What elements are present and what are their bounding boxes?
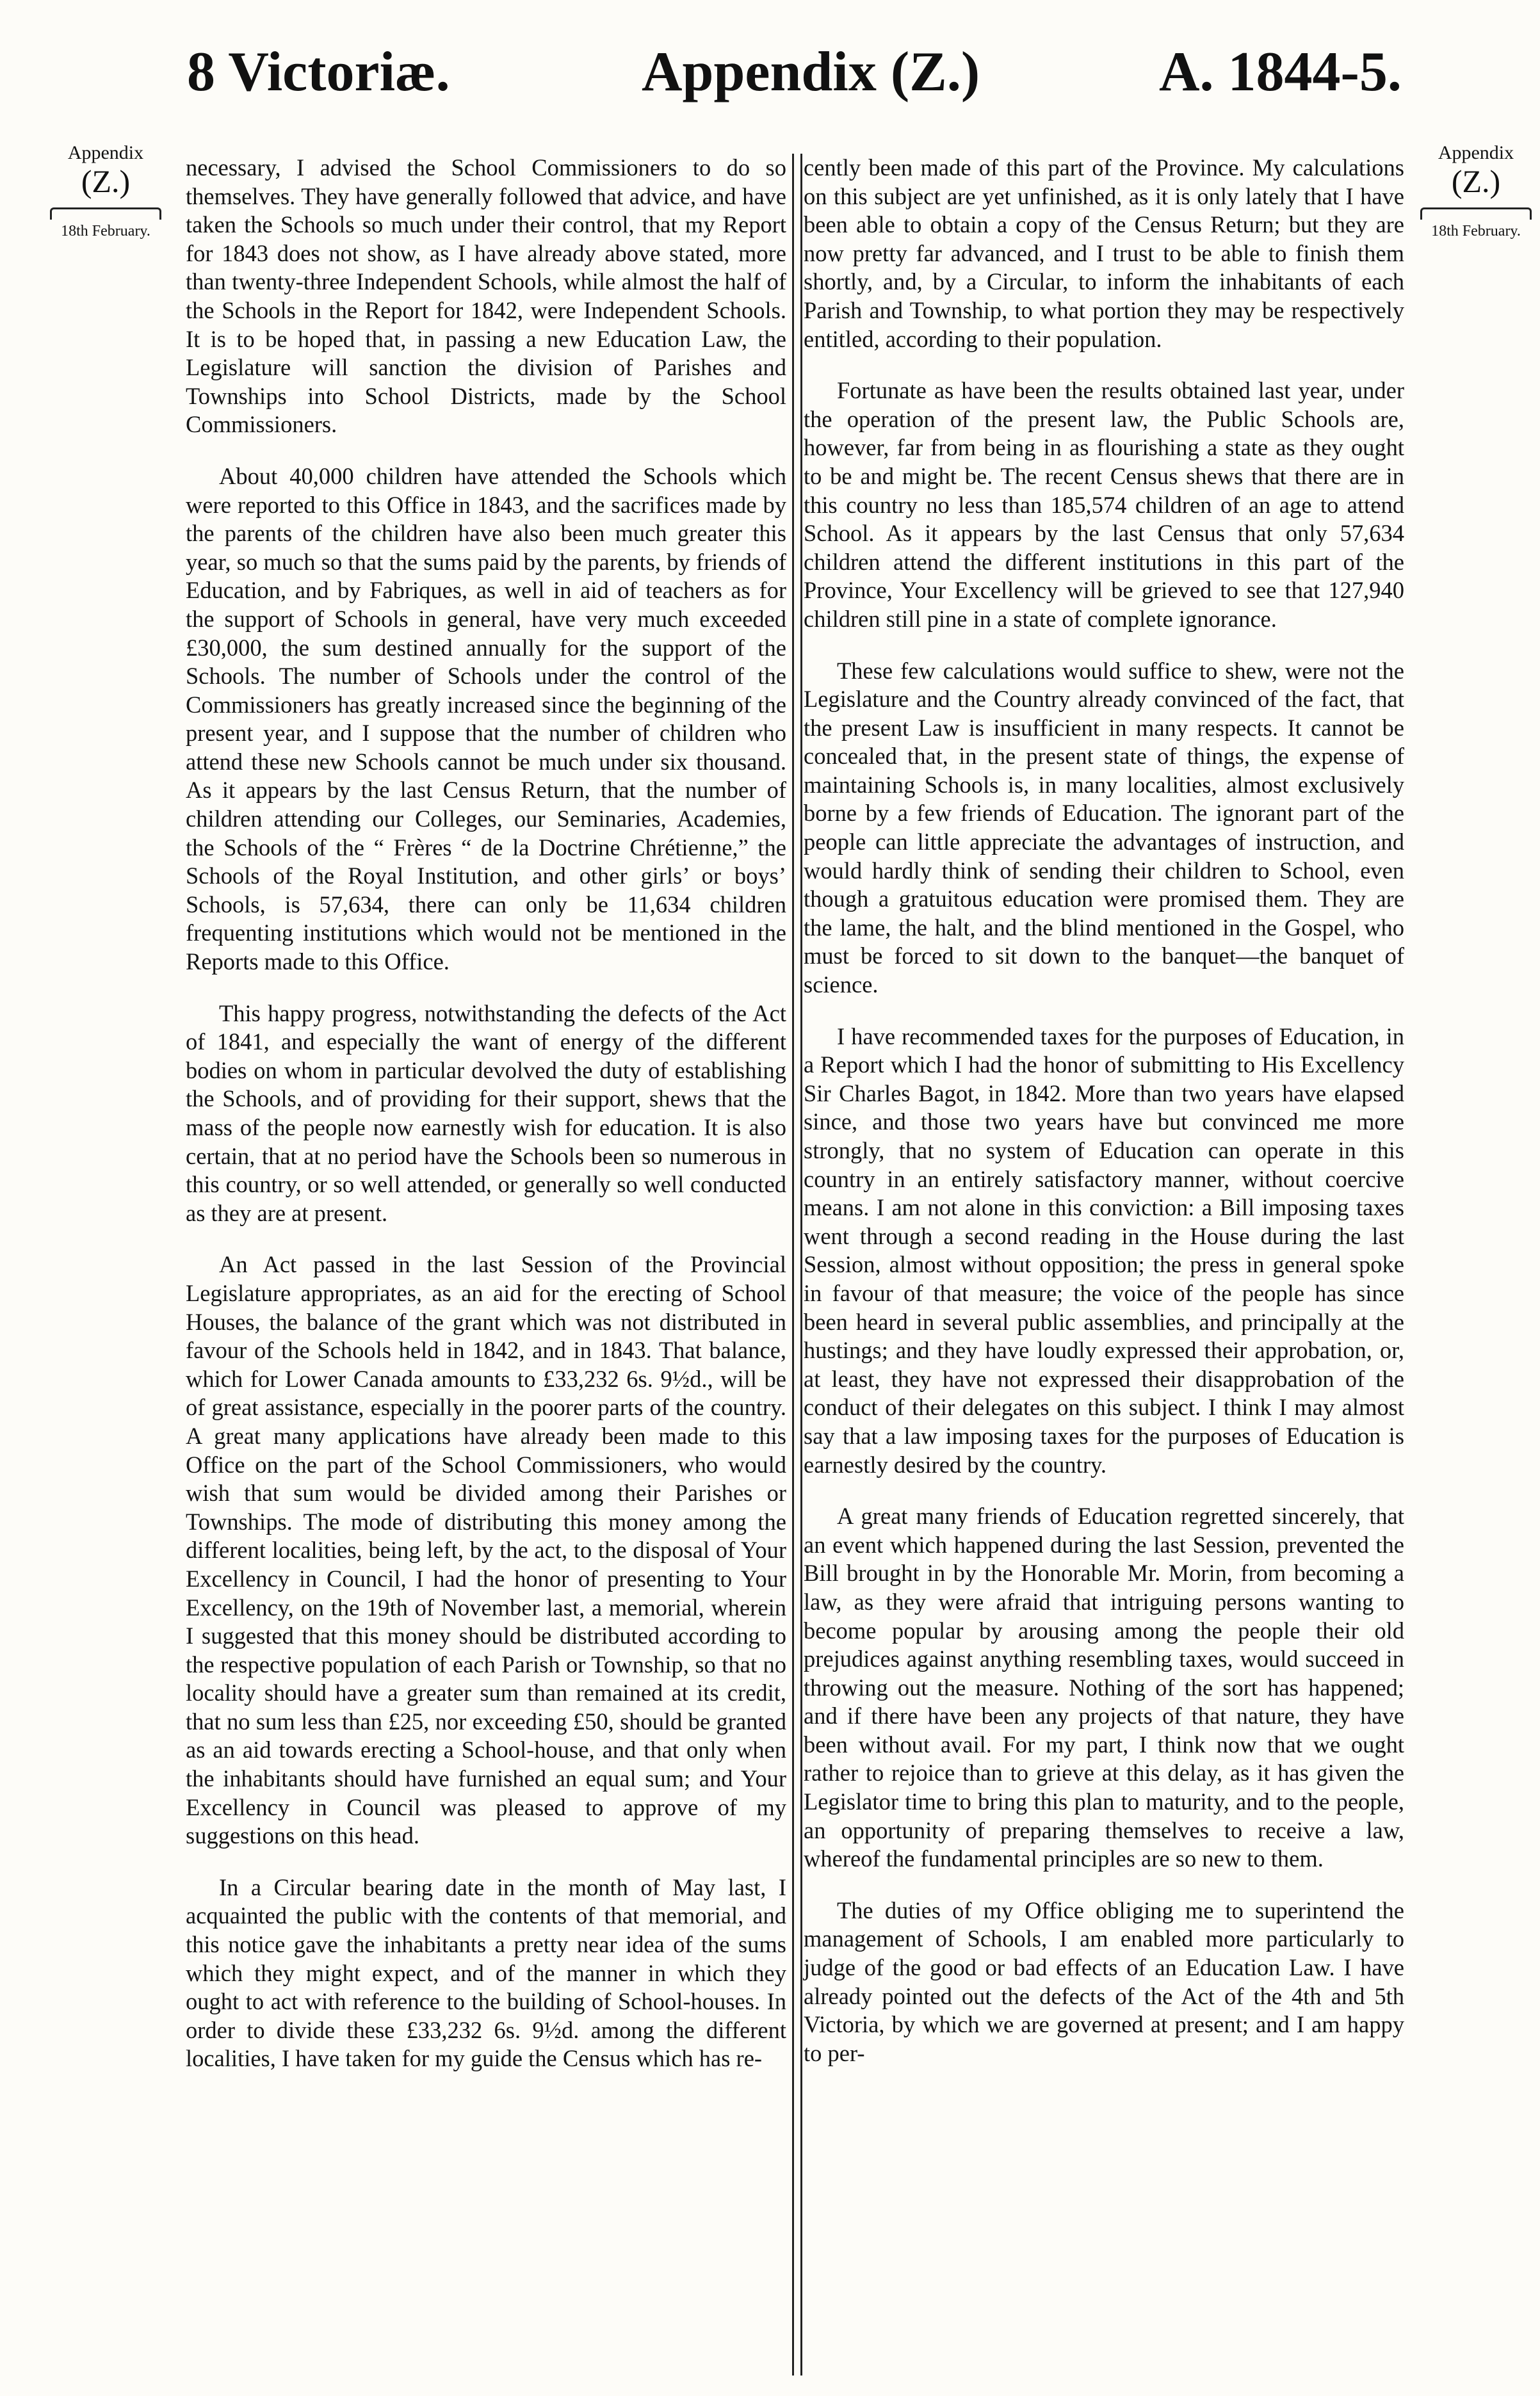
margin-note-date: 18th February. bbox=[1431, 223, 1521, 239]
header-session: 8 Victoriæ. bbox=[187, 41, 450, 103]
left-column bbox=[186, 154, 786, 2096]
paragraph: About 40,000 children have attended the Schools which were reported to this Office in 1843, and the sacrifices made by the parents of the children have also been much greater this year, so much so that the sums paid by the parents, by friends of Education, and by Fabriques, as well in aid of teachers as for the support of Schools in general, have very much exceeded £30,000, the sum destined annually for the support of the Schools. The number of Schools under the control of the Commissioners has greatly increased since the beginning of the present year, and I suppose that the number of children who attend these new Schools cannot be much under six thousand. As it appears by the last Census Return, that the number of children attending our Colleges, our Seminaries, Academies, the Schools of the “ Frères “ de la Doctrine Chrétienne,” the Schools of the Royal Institution, and other girls’ or boys’ Schools, is 57,634, there can only be 11,634 children frequenting institutions which would not be mentioned in the Reports made to this Office. bbox=[186, 462, 786, 975]
header-year: A. 1844-5. bbox=[1159, 41, 1402, 103]
header-appendix: Appendix (Z.) bbox=[642, 41, 980, 103]
right-column bbox=[804, 154, 1404, 2091]
paragraph: In a Circular bearing date in the month of May last, I acquainted the public with the contents of that memorial, and this notice gave the inhabitants a pretty near idea of the sums which they might expect, and of the manner in which they ought to act with reference to the building of School-houses. In order to divide these £33,232 6s. 9½d. among the different localities, I have taken for my guide the Census which has re- bbox=[186, 1874, 786, 2072]
paragraph: An Act passed in the last Session of the Provincial Legislature appropriates, as an aid for the erecting of School Houses, the balance of the grant which was not distributed in favour of the Schools held in 1842, and in 1843. That balance, which for Lower Canada amounts to £33,232 6s. 9½d., will be of great assistance, especially in the poorer parts of the country. A great many applications have already been made to this Office on the part of the School Commissioners, who would wish that sum would be divided among their Parishes or Townships. The mode of distributing this money among the different localities, being left, by the act, to the disposal of Your Excellency in Council, I had the honor of presenting to Your Excellency, on the 19th of November last, a memorial, wherein I suggested that this money should be distributed according to the respective population of each Parish or Township, so that no locality should have a greater sum than remained at its credit, that no sum less than £25, nor exceeding £50, should be granted as an aid towards erecting a School-house, and that only when the inhabitants should have furnished an equal sum; and Your Excellency in Council was pleased to approve of my suggestions on this head. bbox=[186, 1251, 786, 1849]
margin-note-letter: (Z.) bbox=[1451, 163, 1501, 199]
margin-note-label: Appendix bbox=[67, 142, 144, 163]
paragraph: These few calculations would suffice to shew, were not the Legislature and the Country already convinced of the fact, that the present Law is insufficient in many respects. It cannot be concealed that, in the present state of things, the expense of maintaining Schools is, in many localities, almost exclusively borne by a few friends of Education. The ignorant part of the people can little appreciate the advantages of instruction, and would hardly think of sending their children to School, even though a gratuitous education were promised them. They are the lame, the halt, and the blind mentioned in the Gospel, who must be forced to sit down to the banquet—the banquet of science. bbox=[804, 657, 1404, 998]
paragraph: cently been made of this part of the Province. My calculations on this subject are yet unfinished, as it is only lately that I have been able to obtain a copy of the Census Return; but they are now pretty far advanced, and I trust to be able to finish them shortly, and, by a Circular, to inform the inhabitants of each Parish and Township, to what portion they may be respectively entitled, according to their population. bbox=[804, 154, 1404, 352]
paragraph: This happy progress, notwithstanding the defects of the Act of 1841, and especially the want of energy of the different bodies on whom in particular devolved the duty of establishing the Schools, and of providing for their support, shews that the mass of the people now earnestly wish for education. It is also certain, that at no period have the Schools been so numerous in this country, or so well attended, or generally so well conducted as they are at present. bbox=[186, 1000, 786, 1226]
margin-note-left bbox=[45, 142, 166, 242]
paragraph: The duties of my Office obliging me to superintend the management of Schools, I am enabled more particularly to judge of the good or bad effects of an Education Law. I have already pointed out the defects of the Act of the 4th and 5th Victoria, by which we are governed at present; and I am happy to per- bbox=[804, 1897, 1404, 2066]
margin-brace bbox=[45, 198, 166, 220]
column-divider bbox=[792, 154, 802, 2376]
margin-note-date: 18th February. bbox=[61, 223, 150, 239]
margin-note-right bbox=[1415, 142, 1537, 242]
margin-note-letter: (Z.) bbox=[81, 163, 131, 199]
paragraph: Fortunate as have been the results obtained last year, under the operation of the present law, the Public Schools are, however, far from being in as flourishing a state as they ought to be and might be. The recent Census shews that there are in this country no less than 185,574 children of an age to attend School. As it appears by the last Census that only 57,634 children attend the different institutions in this part of the Province, Your Excellency will be grieved to see that 127,940 children still pine in a state of complete ignorance. bbox=[804, 377, 1404, 632]
margin-brace bbox=[1415, 198, 1537, 220]
paragraph: necessary, I advised the School Commissioners to do so themselves. They have generally followed that advice, and have taken the Schools so much under their control, that my Report for 1843 does not show, as I have already above stated, more than twenty-three Independent Schools, while almost the half of the Schools in the Report for 1842, were Independent Schools. It is to be hoped that, in passing a new Education Law, the Legislature will sanction the division of Parishes and Townships into School Districts, made by the School Commissioners. bbox=[186, 154, 786, 438]
page-header bbox=[0, 37, 1540, 108]
margin-note-label: Appendix bbox=[1438, 142, 1514, 163]
paragraph: I have recommended taxes for the purposes of Education, in a Report which I had the honor of submitting to His Excellency Sir Charles Bagot, in 1842. More than two years have elapsed since, and those two years have but convinced me more strongly, that no system of Education can operate in this country in an entirely satisfactory manner, without coercive means. I am not alone in this conviction: a Bill imposing taxes went through a second reading in the House during the last Session, almost without opposition; the press in general spoke in favour of that measure; the voice of the people has since been heard in several public assemblies, and principally at the hustings; and they have loudly expressed their approbation, or, at least, they have not expressed their disapprobation of the conduct of their delegates on this subject. I think I may almost say that a law imposing taxes for the purposes of Education is earnestly desired by the country. bbox=[804, 1023, 1404, 1478]
paragraph: A great many friends of Education regretted sincerely, that an event which happened during the last Session, prevented the Bill brought in by the Honorable Mr. Morin, from becoming a law, as they were afraid that intriguing persons wanting to become popular by arousing among the people their old prejudices against anything resembling taxes, would succeed in throwing out the measure. Nothing of the sort has happened; and if there have been any projects of that nature, they have been without avail. For my part, I think now that we ought rather to rejoice than to grieve at this delay, as it has given the Legislator time to bring this plan to maturity, and to the people, an opportunity of preparing themselves to receive a law, whereof the fundamental principles are so new to them. bbox=[804, 1503, 1404, 1872]
